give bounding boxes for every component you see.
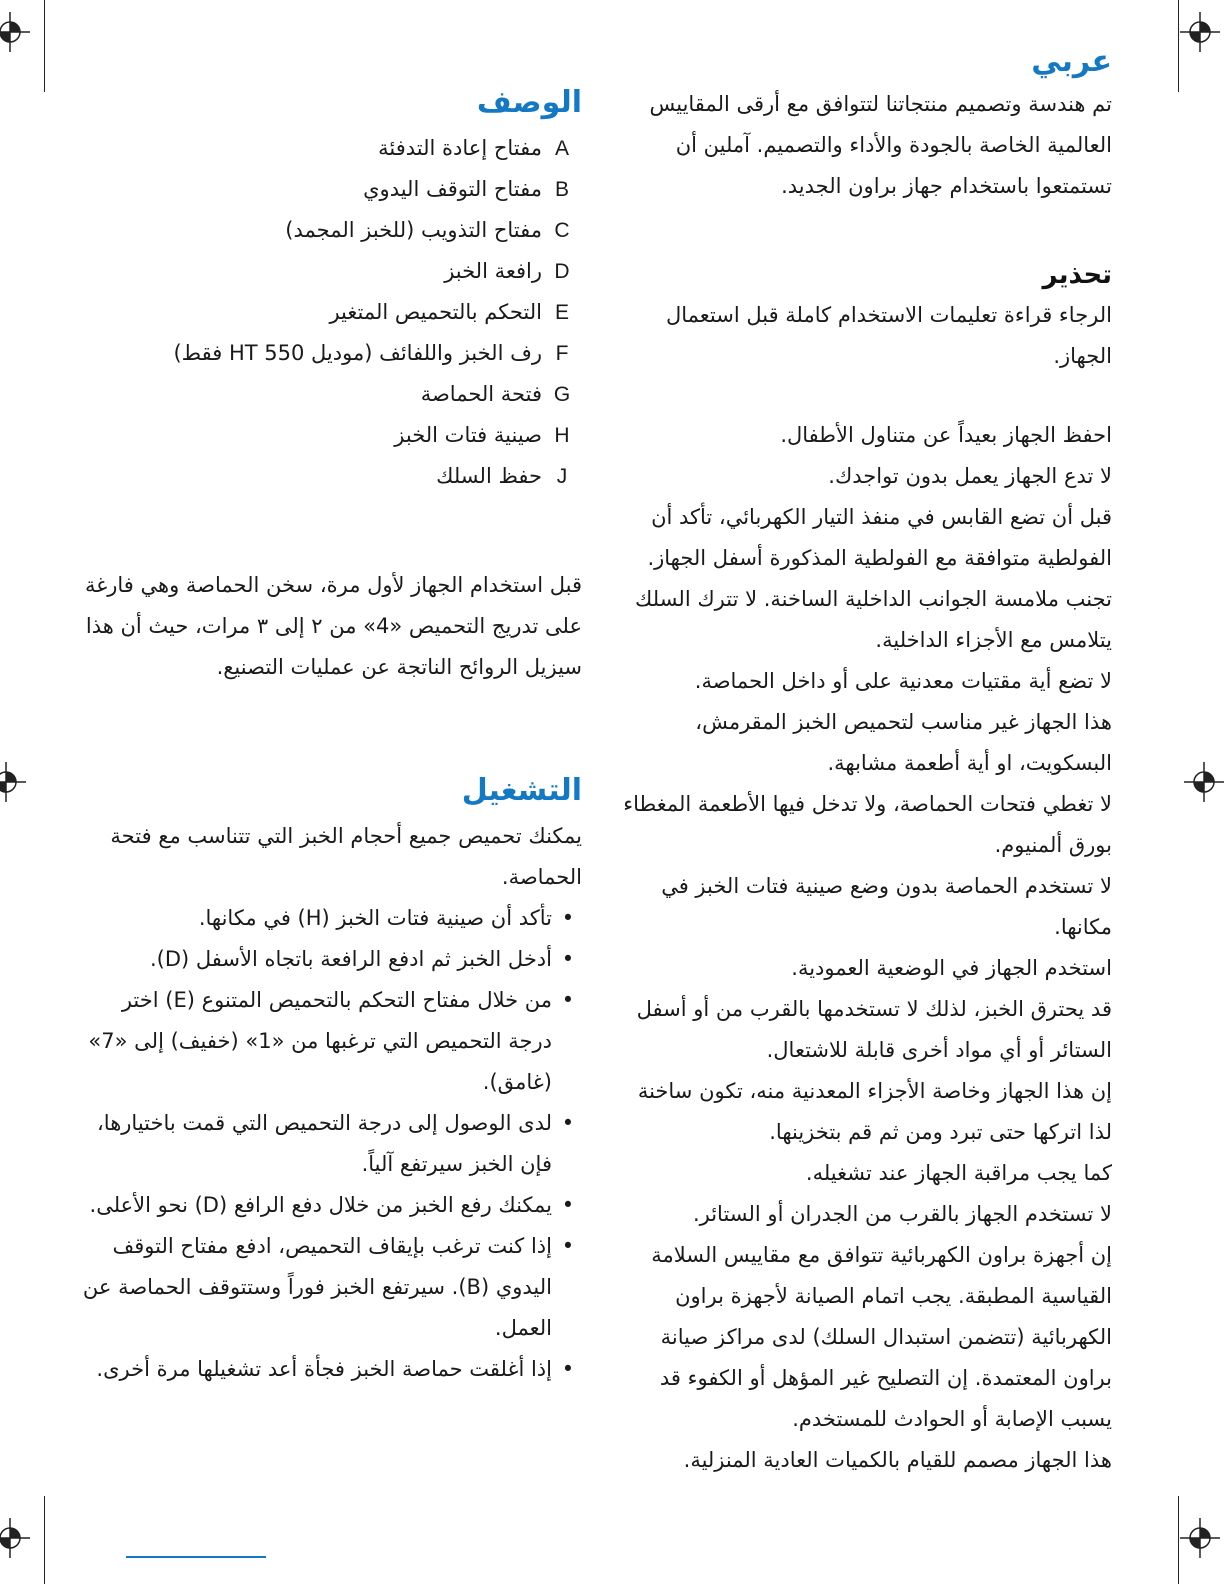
operation-bullet — [72, 1185, 582, 1226]
description-item — [72, 128, 582, 169]
registration-mark-top-right — [1180, 12, 1220, 52]
registration-mark-bottom-right — [1180, 1518, 1220, 1558]
item-text: رافعة الخبز — [444, 259, 542, 283]
warning-line: هذا الجهاز غير مناسب لتحميص الخبز المقرمش، — [695, 710, 1112, 734]
description-item — [72, 292, 582, 333]
item-letter: A — [554, 137, 569, 160]
warning-line: استخدم الجهاز في الوضعية العمودية. — [791, 956, 1112, 980]
warning-line: البسكويت، او أية أطعمة مشابهة. — [827, 751, 1112, 775]
warning-line: احفظ الجهاز بعيداً عن متناول الأطفال. — [780, 423, 1112, 447]
operation-bullet — [72, 1226, 582, 1349]
registration-mark-mid-left — [0, 762, 26, 802]
warning-line: تجنب ملامسة الجوانب الداخلية الساخنة. لا تترك السلك يتلامس مع الأجزاء الداخلية. — [635, 587, 1112, 652]
warning-list — [610, 415, 1112, 1481]
warning-line: لا تستخدم الجهاز بالقرب من الجدران أو الستائر. — [692, 1202, 1112, 1226]
crop-line-bottom-left — [44, 1496, 45, 1584]
left-column — [72, 78, 582, 1390]
operation-heading: التشغيل — [461, 773, 582, 808]
item-letter: D — [554, 260, 570, 283]
description-item — [72, 169, 582, 210]
first-use-paragraph: قبل استخدام الجهاز لأول مرة، سخن الحماصة وهي فارغة على تدريج التحميص «4» من ٢ إلى ٣ مرات، حيث أن هذا سيزيل الروائح الناتجة عن عمليات التصنيع. — [85, 573, 582, 679]
operation-bullet — [72, 980, 582, 1103]
bullet-text: إذا أغلقت حماصة الخبز فجأة أعد تشغيلها مرة أخرى. — [96, 1357, 552, 1381]
bullet-text: أدخل الخبز ثم ادفع الرافعة باتجاه الأسفل (D). — [149, 947, 552, 971]
intro-paragraph: تم هندسة وتصميم منتجاتنا لتتوافق مع أرقى المقاييس العالمية الخاصة بالجودة والأداء والتصميم. آملين أن تستمتعوا باستخدام جهاز براون الجديد. — [649, 92, 1112, 198]
operation-bullet — [72, 1103, 582, 1185]
bullet-text: لدى الوصول إلى درجة التحميص التي قمت باختيارها، فإن الخبز سيرتفع آلياً. — [97, 1111, 552, 1176]
item-text: مفتاح إعادة التدفئة — [378, 136, 542, 160]
warning-line: لا تضع أية مقتيات معدنية على أو داخل الحماصة. — [694, 669, 1112, 693]
registration-mark-top-left — [0, 12, 30, 52]
item-text: مفتاح التوقف اليدوي — [363, 177, 542, 201]
warning-line: قبل أن تضع القابس في منفذ التيار الكهربائي، تأكد أن الفولطية متوافقة مع الفولطية المذكورة أسفل الجهاز. — [647, 505, 1112, 570]
bullet-icon: • — [561, 1193, 575, 1217]
bullet-icon: • — [561, 906, 575, 930]
description-item — [72, 374, 582, 415]
warning-line: كما يجب مراقبة الجهاز عند تشغيله. — [805, 1161, 1112, 1185]
item-letter: E — [554, 301, 569, 324]
warning-line: لا تستخدم الحماصة بدون وضع صينية فتات الخبز في مكانها. — [661, 874, 1112, 939]
warning-line: لا تدع الجهاز يعمل بدون تواجدك. — [828, 464, 1112, 488]
operation-bullet — [72, 939, 582, 980]
description-item — [72, 251, 582, 292]
crop-line-top-right — [1178, 0, 1179, 92]
description-heading: الوصف — [476, 85, 582, 120]
registration-mark-mid-right — [1184, 762, 1224, 802]
item-letter: G — [553, 383, 571, 406]
warning-heading: تحذير — [1042, 260, 1112, 290]
bullet-text: تأكد أن صينية فتات الخبز (H) في مكانها. — [198, 906, 552, 930]
bullet-icon: • — [561, 1234, 575, 1258]
operation-list — [72, 898, 582, 1390]
footer-rule — [126, 1556, 266, 1558]
warning-line: إن هذا الجهاز وخاصة الأجزاء المعدنية منه، تكون ساخنة لذا اتركها حتى تبرد ومن ثم قم بتخزينها. — [637, 1079, 1112, 1144]
bullet-icon: • — [561, 1357, 575, 1381]
item-text: رف الخبز واللفائف (موديل HT 550 فقط) — [173, 341, 542, 365]
right-column — [610, 40, 1112, 1481]
registration-mark-bottom-left — [0, 1518, 30, 1558]
warning-lead: الرجاء قراءة تعليمات الاستخدام كاملة قبل استعمال الجهاز. — [665, 303, 1112, 368]
item-letter: B — [554, 178, 569, 201]
bullet-icon: • — [561, 947, 575, 971]
operation-bullet — [72, 898, 582, 939]
item-letter: H — [554, 424, 570, 447]
description-list — [72, 128, 582, 497]
warning-line: لا تغطي فتحات الحماصة، ولا تدخل فيها الأطعمة المغطاء بورق ألمنيوم. — [623, 792, 1112, 857]
item-text: التحكم بالتحميص المتغير — [329, 300, 542, 324]
warning-line: قد يحترق الخبز، لذلك لا تستخدمها بالقرب من أو أسفل الستائر أو أي مواد أخرى قابلة للاشتعال. — [636, 997, 1112, 1062]
item-text: مفتاح التذويب (للخبز المجمد) — [285, 218, 542, 242]
item-text: حفظ السلك — [436, 464, 542, 488]
warning-line: إن أجهزة براون الكهربائية تتوافق مع مقاييس السلامة القياسية المطبقة. يجب اتمام الصيانة لأجهزة براون الكهربائية (تتضمن استبدال السلك) لدى مراكز صيانة براون المعتمدة. إن التصليح غير المؤهل أو الكفوء قد يسبب الإصابة أو الحوادث للمستخدم. — [651, 1243, 1112, 1431]
item-letter: J — [556, 465, 568, 488]
description-item — [72, 456, 582, 497]
language-heading: عربي — [1031, 44, 1112, 79]
description-item — [72, 415, 582, 456]
crop-line-bottom-right — [1178, 1496, 1179, 1584]
operation-lead: يمكنك تحميص جميع أحجام الخبز التي تتناسب مع فتحة الحماصة. — [110, 824, 582, 889]
operation-bullet — [72, 1349, 582, 1390]
warning-line: هذا الجهاز مصمم للقيام بالكميات العادية المنزلية. — [683, 1448, 1112, 1472]
bullet-icon: • — [561, 988, 575, 1012]
bullet-text: من خلال مفتاح التحكم بالتحميص المتنوع (E) اختر درجة التحميص التي ترغبها من «1» (خفيف) إلى «7» (غامق). — [88, 988, 552, 1094]
description-item — [72, 333, 582, 374]
item-letter: C — [554, 219, 570, 242]
bullet-text: يمكنك رفع الخبز من خلال دفع الرافع (D) نحو الأعلى. — [89, 1193, 552, 1217]
item-text: فتحة الحماصة — [420, 382, 542, 406]
item-text: صينية فتات الخبز — [394, 423, 542, 447]
item-letter: F — [555, 342, 569, 365]
bullet-icon: • — [561, 1111, 575, 1135]
bullet-text: إذا كنت ترغب بإيقاف التحميص، ادفع مفتاح التوقف اليدوي (B). سيرتفع الخبز فوراً وستتوقف الحماصة عن العمل. — [82, 1234, 552, 1340]
description-item — [72, 210, 582, 251]
crop-line-top-left — [44, 0, 45, 92]
